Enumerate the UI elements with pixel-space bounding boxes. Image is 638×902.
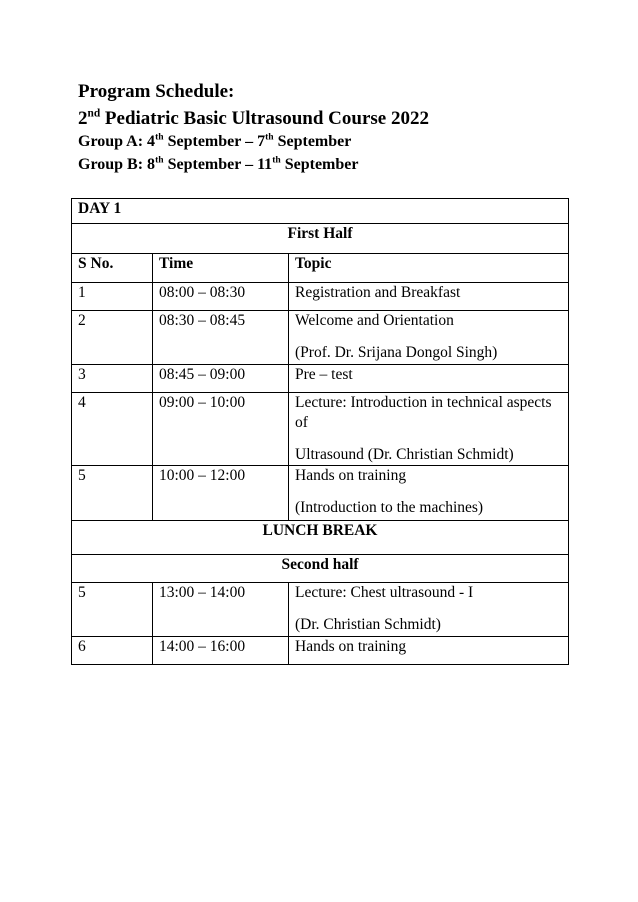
- group-b-mid: September – 11: [163, 156, 273, 173]
- cell-time: 09:00 – 10:00: [153, 393, 289, 466]
- group-a-ordinal-1: th: [155, 131, 164, 143]
- cell-sno: 6: [72, 637, 153, 665]
- second-half-row: [72, 555, 569, 583]
- table-row: [72, 637, 569, 665]
- cell-time: 08:00 – 08:30: [153, 283, 289, 311]
- table-row: [72, 311, 569, 365]
- day-row: [72, 199, 569, 224]
- column-header-topic: Topic: [289, 254, 569, 283]
- cell-topic: [289, 283, 569, 311]
- cell-topic: [289, 466, 569, 521]
- cell-sno: 4: [72, 393, 153, 466]
- group-b-ordinal-2: th: [272, 154, 281, 166]
- group-a-dates: [78, 132, 351, 152]
- first-half-label: First Half: [72, 224, 569, 254]
- cell-topic: [289, 311, 569, 365]
- topic-line: Pre – test: [295, 366, 353, 383]
- group-a-ordinal-2: th: [265, 131, 274, 143]
- cell-sno: 5: [72, 583, 153, 637]
- topic-line: Lecture: Chest ultrasound - I: [295, 584, 474, 601]
- topic-line: Hands on training: [295, 467, 407, 484]
- topic-line-2: (Dr. Christian Schmidt): [295, 616, 441, 633]
- group-a-prefix: Group A: 4: [78, 133, 156, 150]
- table-row: [72, 393, 569, 466]
- schedule-table: [71, 198, 569, 665]
- cell-time: 10:00 – 12:00: [153, 466, 289, 521]
- course-name: Pediatric Basic Ultrasound Course 2022: [100, 108, 429, 129]
- first-half-row: [72, 224, 569, 254]
- page-title: Program Schedule:: [78, 81, 235, 102]
- topic-line: Registration and Breakfast: [295, 284, 461, 301]
- group-b-dates: [78, 155, 358, 175]
- group-b-suffix: September: [280, 156, 359, 173]
- table-row: [72, 283, 569, 311]
- cell-sno: 3: [72, 365, 153, 393]
- cell-topic: [289, 365, 569, 393]
- column-header-time: Time: [153, 254, 289, 283]
- cell-time: 08:30 – 08:45: [153, 311, 289, 365]
- course-ordinal: nd: [87, 107, 101, 120]
- column-header-sno: S No.: [72, 254, 153, 283]
- cell-time: 14:00 – 16:00: [153, 637, 289, 665]
- lunch-row: [72, 521, 569, 555]
- cell-time: 08:45 – 09:00: [153, 365, 289, 393]
- table-row: [72, 466, 569, 521]
- cell-topic: [289, 393, 569, 466]
- second-half-label: Second half: [72, 555, 569, 583]
- group-b-ordinal-1: th: [155, 154, 164, 166]
- cell-sno: 5: [72, 466, 153, 521]
- table-row: [72, 365, 569, 393]
- cell-time: 13:00 – 14:00: [153, 583, 289, 637]
- group-a-suffix: September: [273, 133, 352, 150]
- cell-sno: 1: [72, 283, 153, 311]
- course-number: 2: [78, 108, 88, 129]
- cell-topic: [289, 583, 569, 637]
- cell-sno: 2: [72, 311, 153, 365]
- topic-line-2: (Prof. Dr. Srijana Dongol Singh): [295, 344, 498, 361]
- table-row: [72, 583, 569, 637]
- lunch-label: LUNCH BREAK: [72, 521, 569, 555]
- column-header-row: [72, 254, 569, 283]
- group-a-mid: September – 7: [163, 133, 266, 150]
- topic-line-2: Ultrasound (Dr. Christian Schmidt): [295, 446, 514, 463]
- topic-line: Welcome and Orientation: [295, 312, 454, 329]
- topic-line-2: (Introduction to the machines): [295, 499, 484, 516]
- course-title: [78, 108, 429, 130]
- group-b-prefix: Group B: 8: [78, 156, 156, 173]
- cell-topic: [289, 637, 569, 665]
- day-label: DAY 1: [72, 199, 569, 224]
- topic-line: Lecture: Introduction in technical aspects of: [295, 394, 552, 431]
- topic-line: Hands on training: [295, 638, 407, 655]
